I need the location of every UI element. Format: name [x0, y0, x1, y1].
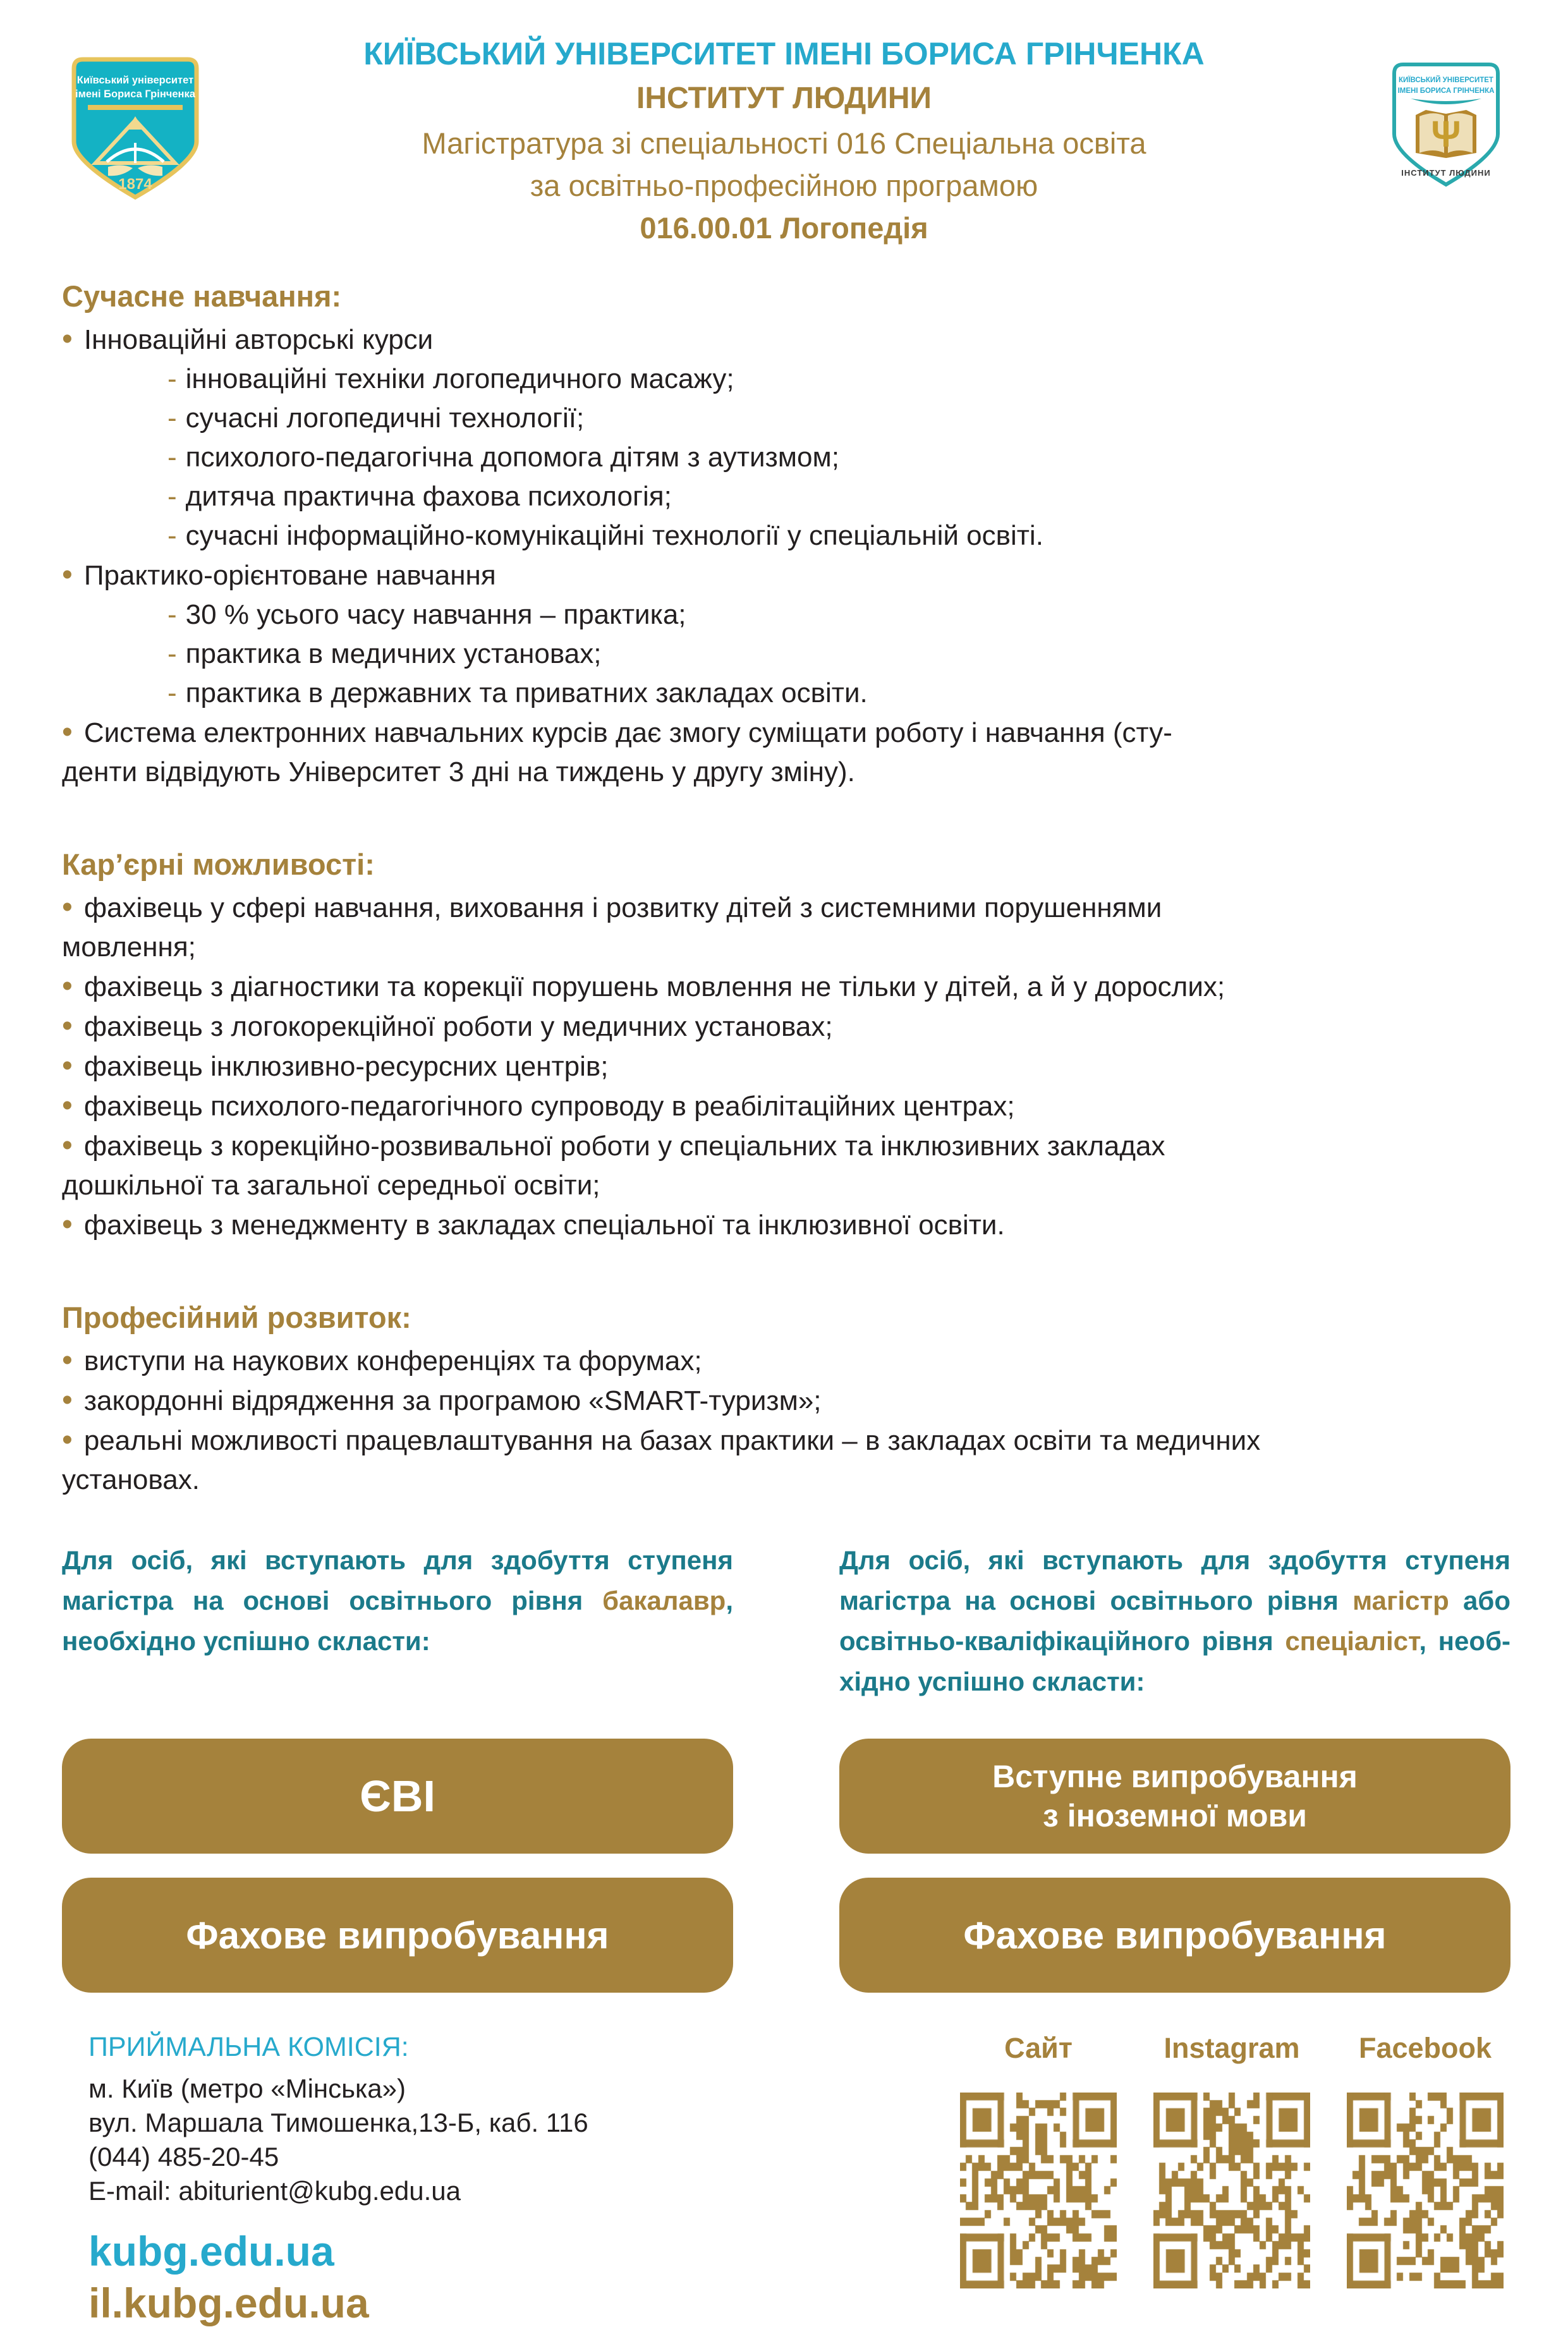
- admission-requirements: [62, 1540, 1510, 1702]
- bullet-item: • фахівець з менеджменту в закладах спеціальної та інклюзивної освіти.: [62, 1208, 1005, 1241]
- sub-item: - психолого-педагогічна допомога дітям з аутизмом;: [167, 442, 839, 473]
- exam-button[interactable]: [839, 1878, 1510, 1993]
- admission-text: ,: [726, 1586, 733, 1615]
- sub-item: - дитяча практична фахова психологія;: [167, 481, 672, 512]
- bullet-dot-icon: •: [62, 1089, 73, 1122]
- admission-line: [62, 1540, 733, 1581]
- button-column: [839, 1739, 1510, 1993]
- exam-buttons: [62, 1739, 1510, 1993]
- section-title: Кар’єрні можливості:: [62, 848, 375, 881]
- bullet-dot-icon: •: [62, 1049, 73, 1083]
- bullet-dot-icon: •: [62, 1344, 73, 1377]
- dash-icon: -: [167, 638, 177, 669]
- bullet-item: • закордонні відрядження за програмою «SMART-туризм»;: [62, 1383, 822, 1417]
- section-title: Професійний розвиток:: [62, 1301, 411, 1334]
- admission-text: або: [1449, 1586, 1510, 1615]
- section-title: Сучасне навчання:: [62, 279, 342, 313]
- dash-icon: -: [167, 403, 177, 434]
- qr-code-facebook: [1347, 2093, 1504, 2288]
- section: [62, 1298, 1514, 1500]
- qr-label: Facebook: [1358, 2032, 1492, 2064]
- exam-button-label: Фахове випробування: [186, 1914, 609, 1957]
- sub-item: - 30 % усього часу навчання – практика;: [167, 599, 686, 630]
- bullet-item-continuation: дошкільної та загальної середньої освіти;: [62, 1170, 600, 1201]
- bullet-dot-icon: •: [62, 322, 73, 356]
- bullet-item: • реальні можливості працевлаштування на базах практики – в закладах освіти та медичних: [62, 1423, 1261, 1457]
- admission-text: хідно успішно скласти:: [839, 1667, 1145, 1696]
- bullet-dot-icon: •: [62, 1129, 73, 1162]
- admission-text: , необ-: [1419, 1626, 1510, 1656]
- admission-text: Для осіб, які вступають для здобуття ступеня: [839, 1545, 1510, 1575]
- bullet-dot-icon: •: [62, 558, 73, 592]
- sub-item: - сучасні логопедичні технології;: [167, 403, 585, 434]
- admissions-office-heading: ПРИЙМАЛЬНА КОМІСІЯ:: [88, 2032, 409, 2062]
- admission-text: магістра на основі освітнього рівня: [839, 1586, 1353, 1615]
- dash-icon: -: [167, 481, 177, 512]
- qr-column: [1153, 2032, 1311, 2327]
- contact-line: E-mail: abiturient@kubg.edu.ua: [88, 2176, 461, 2206]
- logo-text-line1: Київський університет: [76, 75, 194, 86]
- bullet-dot-icon: •: [62, 715, 73, 749]
- dash-icon: -: [167, 677, 177, 708]
- dash-icon: -: [167, 363, 177, 394]
- psi-icon: Ψ: [1431, 114, 1461, 155]
- bullet-item: • фахівець з діагностики та корекції порушень мовлення не тільки у дітей, а й у дорослих;: [62, 969, 1225, 1003]
- admission-text: магістра на основі освітнього рівня: [62, 1586, 603, 1615]
- sub-item: - сучасні інформаційно-комунікаційні технології у спеціальній освіті.: [167, 520, 1043, 551]
- founded-year: 1874: [118, 176, 152, 193]
- highlighted-degree: магістр: [1352, 1586, 1449, 1615]
- exam-button-label: ЄВІ: [360, 1771, 435, 1821]
- admission-paragraph: [62, 1540, 733, 1702]
- logo-text-line1: КИЇВСЬКИЙ УНІВЕРСИТЕТ: [1399, 76, 1493, 84]
- admission-line: [62, 1621, 733, 1662]
- bullet-dot-icon: •: [62, 1423, 73, 1457]
- highlighted-degree: спеціаліст: [1285, 1626, 1419, 1656]
- dash-icon: -: [167, 520, 177, 551]
- admission-text: необхідно успішно скласти:: [62, 1626, 430, 1656]
- bullet-item: • фахівець з корекційно-розвивальної роботи у спеціальних та інклюзивних закладах: [62, 1129, 1165, 1162]
- qr-code-сайт: [960, 2093, 1117, 2288]
- qr-label: Instagram: [1164, 2032, 1300, 2064]
- qr-label: Сайт: [1004, 2032, 1073, 2064]
- admission-line: [839, 1621, 1510, 1662]
- admission-line: [62, 1581, 733, 1621]
- bullet-item: • Система електронних навчальних курсів дає змогу суміщати роботу і навчання (сту-: [62, 715, 1172, 749]
- header: [0, 0, 1568, 268]
- sub-item: - практика в медичних установах;: [167, 638, 602, 669]
- exam-button-label: Вступне випробування: [992, 1759, 1358, 1794]
- institute-logo: [1389, 61, 1503, 188]
- dash-icon: -: [167, 599, 177, 630]
- bullet-item-continuation: денти відвідують Університет 3 дні на тиждень у другу зміну).: [62, 756, 855, 787]
- institute-site-link[interactable]: il.kubg.edu.ua: [88, 2280, 369, 2326]
- dash-icon: -: [167, 442, 177, 473]
- content-sections: [62, 277, 1514, 1500]
- institute-caption: ІНСТИТУТ ЛЮДИНИ: [1401, 168, 1491, 178]
- bullet-item: • фахівець з логокорекційної роботи у медичних установах;: [62, 1009, 833, 1043]
- exam-button-label: з іноземної мови: [1042, 1798, 1308, 1833]
- program-line1: Магістратура зі спеціальності 016 Спеціальна освіта: [422, 126, 1146, 160]
- bullet-dot-icon: •: [62, 1009, 73, 1043]
- exam-button[interactable]: [62, 1739, 733, 1854]
- qr-column: [1346, 2032, 1504, 2327]
- logo-text-line2: ІМЕНІ БОРИСА ГРІНЧЕНКА: [1397, 87, 1495, 95]
- university-site-link[interactable]: kubg.edu.ua: [88, 2228, 334, 2275]
- contact-line: (044) 485-20-45: [88, 2142, 279, 2172]
- contact-line: вул. Маршала Тимошенка,13-Б, каб. 116: [88, 2108, 588, 2137]
- program-code: 016.00.01 Логопедія: [640, 211, 928, 245]
- qr-code-instagram: [1153, 2093, 1310, 2288]
- section: [62, 277, 1514, 792]
- logo-bar: [88, 105, 183, 110]
- bullet-item: • Практико-орієнтоване навчання: [62, 558, 496, 592]
- admission-line: [839, 1581, 1510, 1621]
- contact-lines: [88, 2072, 588, 2208]
- exam-button[interactable]: [62, 1878, 733, 1993]
- bullet-dot-icon: •: [62, 1208, 73, 1241]
- section: [62, 845, 1514, 1245]
- qr-column: [959, 2032, 1117, 2327]
- admission-text: освітньо-кваліфікаційного рівня: [839, 1626, 1285, 1656]
- contact-block: [88, 2032, 588, 2327]
- admission-text: Для осіб, які вступають для здобуття ступеня: [62, 1545, 733, 1575]
- bullet-item: • фахівець у сфері навчання, виховання і розвитку дітей з системними порушеннями: [62, 890, 1162, 924]
- institute-name: ІНСТИТУТ ЛЮДИНИ: [636, 82, 932, 115]
- bullet-dot-icon: •: [62, 890, 73, 924]
- admission-line: [839, 1540, 1510, 1581]
- qr-codes: [959, 2032, 1510, 2327]
- header-titles: [0, 0, 1568, 245]
- university-logo: [66, 56, 204, 201]
- program-line2: за освітньо-професійною програмою: [530, 169, 1038, 202]
- sub-item: - практика в державних та приватних закладах освіти.: [167, 677, 868, 708]
- logo-text-line2: імені Бориса Грінченка: [75, 88, 195, 100]
- bullet-item: • фахівець інклюзивно-ресурсних центрів;: [62, 1049, 609, 1083]
- footer: [88, 2032, 1510, 2327]
- bullet-item: • фахівець психолого-педагогічного супроводу в реабілітаційних центрах;: [62, 1089, 1015, 1122]
- highlighted-degree: бакалавр: [602, 1586, 726, 1615]
- exam-button-label: Фахове випробування: [963, 1914, 1387, 1957]
- bullet-dot-icon: •: [62, 969, 73, 1003]
- button-column: [62, 1739, 733, 1993]
- bullet-item: • Інноваційні авторські курси: [62, 322, 434, 356]
- bullet-item-continuation: мовлення;: [62, 932, 196, 963]
- contact-line: м. Київ (метро «Мінська»): [88, 2074, 406, 2103]
- university-name: КИЇВСЬКИЙ УНІВЕРСИТЕТ ІМЕНІ БОРИСА ГРІНЧЕНКА: [363, 36, 1205, 71]
- admission-paragraph: [839, 1540, 1510, 1702]
- bullet-dot-icon: •: [62, 1383, 73, 1417]
- sub-item: - інноваційні техніки логопедичного масажу;: [167, 363, 734, 394]
- bullet-item: • виступи на наукових конференціях та форумах;: [62, 1344, 702, 1377]
- exam-button[interactable]: [839, 1739, 1510, 1854]
- bullet-item-continuation: установах.: [62, 1464, 200, 1495]
- admission-line: [839, 1662, 1510, 1702]
